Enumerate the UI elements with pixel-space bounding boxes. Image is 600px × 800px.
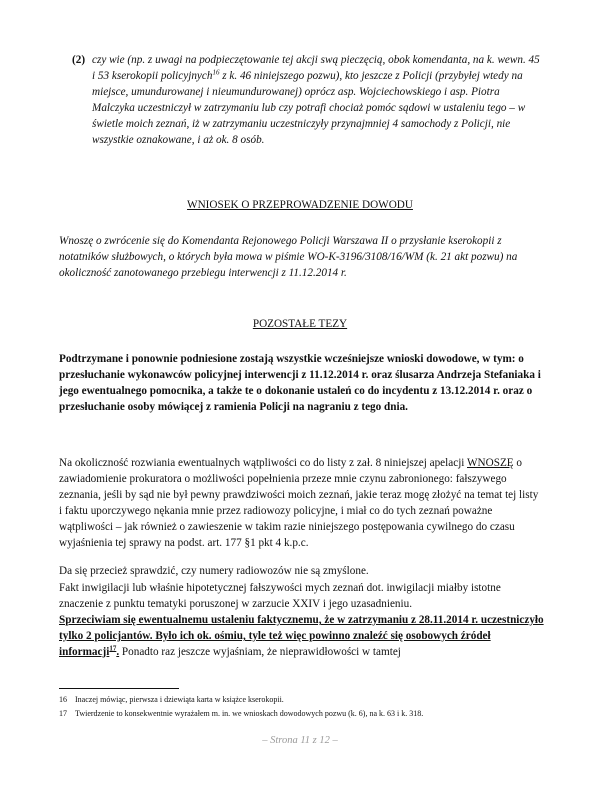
footnote-separator	[59, 688, 179, 689]
footnote-17	[59, 708, 423, 719]
footnote-number: 16	[59, 695, 67, 704]
objection-continuation: Ponadto raz jeszcze wyjaśniam, że nieprawidłowości w tamtej	[119, 646, 401, 658]
evidence-motions-paragraph: Podtrzymane i ponownie podniesione zostają wszystkie wcześniejsze wnioski dowodowe, w tym: o przesłuchanie wykonawców policyjnej interwencji z 11.12.2014 r. oraz ślusarza Andrzeja Stefaniaka i jego ewentualnego pomocnika, a także te o dokonanie ustaleń co do incydentu z 13.12.2014 r. oraz o przesłuchanie osoby mówiącej z ramienia Policji na nagraniu z tego dnia.	[59, 353, 541, 413]
footnote-16	[59, 694, 284, 705]
evidence-item-2	[72, 52, 542, 148]
notification-text-after: o zawiadomienie prokuratora o możliwości popełnienia przeze mnie czynu zabronionego: fałszywego zeznania, jeśli by sąd nie był pewny prawdziwości moich zeznań, jakie teraz mogę złożyć na temat tej listy i faktu uporczywego nękania mnie przez radiowozy policyjne, i miał co do tych zeznań poważne wątpliwości – jak również o zawieszenie w takim razie niniejszego postępowania cywilnego do czasu wyjaśnienia tej sprawy na podst. art. 177 §1 pkt 4 k.p.c.	[59, 457, 539, 549]
objection-period: .	[116, 646, 120, 658]
notification-text-before: Na okoliczność rozwiania ewentualnych wątpliwości co do listy z zał. 8 niniejszej apelacji	[59, 457, 467, 469]
footnote-text: Twierdzenie to konsekwentnie wyrażałem m. in. we wnioskach dowodowych pozwu (k. 6), na k. 63 i k. 318.	[75, 709, 424, 718]
footnote-text: Inaczej mówiąc, pierwsza i dziewiąta karta w książce kserokopii.	[75, 695, 284, 704]
footnote-ref-16[interactable]: 16	[212, 68, 220, 77]
surveillance-paragraph: Fakt inwigilacji lub właśnie hipotetycznej fałszywości mych zeznań dot. inwigilacji miałby istotne znaczenie z punktu tematyki poruszonej w zarzucie XXIV i jego uzasadnieniu.	[59, 582, 501, 610]
item-text	[92, 52, 542, 148]
section-heading-other-theses: POZOSTAŁE TEZY	[252, 318, 348, 330]
item-text-part2: z k. 46 niniejszego pozwu), kto jeszcze z Policji (przybyłej wtedy na miejsce, umundurowanej i nieumundurowanej) oprócz asp. Wojciechowskiego i asp. Piotra Malczyka uczestniczył w zatrzymaniu lub czy potrafi chociaż pomóc sądowi w ustaleniu tego – w świetle moich zeznań, iż w zatrzymaniu uczestniczyły przynajmniej 4 samochody z Policji, nie wszystkie oznakowane, i aż ok. 8 osób.	[92, 70, 526, 146]
motion-paragraph: Wnoszę o zwrócenie się do Komendanta Rejonowego Policji Warszawa II o przysłanie kserokopii z notatników służbowych, o których była mowa w piśmie WO-K-3196/3108/16/WM (k. 21 akt pozwu) na okoliczność zanotowanego przebiegu interwencji z 11.12.2014 r.	[59, 235, 518, 279]
section-heading-motion: WNIOSEK O PRZEPROWADZENIE DOWODU	[187, 199, 413, 211]
footnote-ref-17[interactable]: 17	[109, 644, 117, 653]
objection-paragraph	[59, 612, 544, 660]
notification-keyword: WNOSZĘ	[467, 457, 514, 469]
page-number: – Strona 11 z 12 –	[262, 735, 338, 746]
item-text-part1: czy wie (np. z uwagi na podpieczętowanie tej akcji swą pieczęcią, obok komendanta, na k. wewn. 45 i 53 kserokopii policyjnych	[92, 54, 540, 82]
notification-paragraph	[59, 455, 544, 551]
item-number: (2)	[72, 54, 86, 66]
footnote-number: 17	[59, 709, 67, 718]
verification-paragraph: Da się przecież sprawdzić, czy numery radiowozów nie są zmyślone.	[59, 565, 369, 577]
objection-statement: Sprzeciwiam się ewentualnemu ustaleniu faktycznemu, że w zatrzymaniu z 28.11.2014 r. uczestniczyło tylko 2 policjantów. Było ich ok. ośmiu, tyle też więc powinno znaleźć się osobowych źródeł informacji	[59, 614, 544, 658]
